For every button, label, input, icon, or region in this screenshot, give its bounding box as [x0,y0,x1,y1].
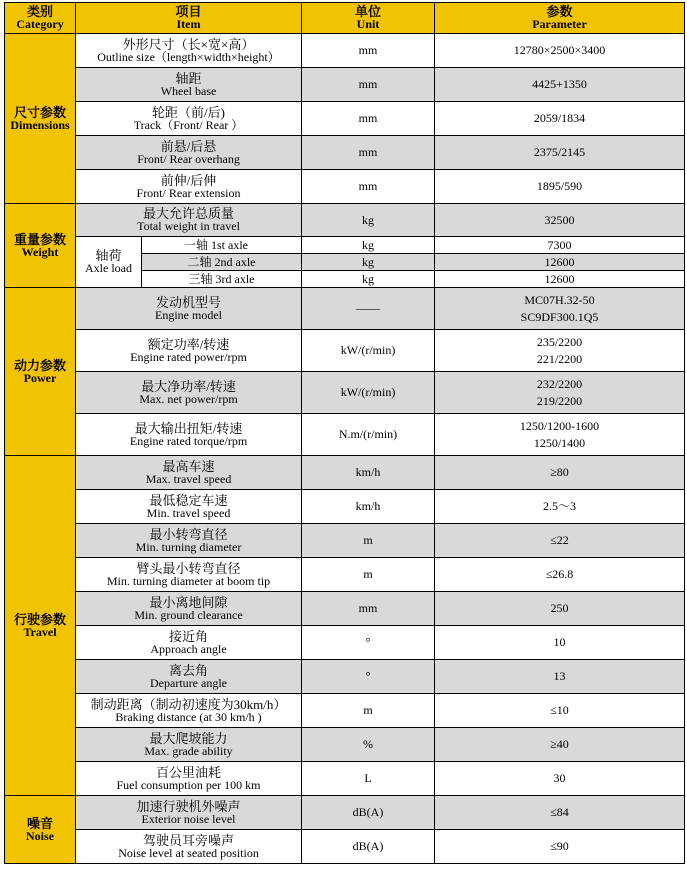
unit-cell: kW/(r/min) [302,372,435,414]
header-item: 项目 Item [76,3,302,34]
table-row [5,237,685,254]
unit-cell: kg [302,237,435,254]
value-cell: 10 [435,626,685,660]
category-noise: 噪音 Noise [5,796,76,864]
axle-load-label: 轴荷 Axle load [76,237,142,288]
item-cell: 最大净功率/转速 Max. net power/rpm [76,372,302,414]
item-cell: 驾驶员耳旁噪声 Noise level at seated position [76,830,302,864]
unit-cell: ° [302,660,435,694]
table-row [5,796,685,830]
value-cell: ≤84 [435,796,685,830]
table-row [5,762,685,796]
table-row [5,626,685,660]
value-cell: 1250/1200-1600 1250/1400 [435,414,685,456]
value-cell: 32500 [435,204,685,237]
table-row [5,288,685,330]
value-cell: 250 [435,592,685,626]
value-cell: ≤22 [435,524,685,558]
item-cell: 额定功率/转速 Engine rated power/rpm [76,330,302,372]
item-cell: 最高车速 Max. travel speed [76,456,302,490]
value-cell: ≥40 [435,728,685,762]
unit-cell: mm [302,136,435,170]
table-row [5,524,685,558]
item-cell: 接近角 Approach angle [76,626,302,660]
value-cell: 12600 [435,271,685,288]
item-cell: 发动机型号 Engine model [76,288,302,330]
value-cell: 1895/590 [435,170,685,204]
value-cell: 2059/1834 [435,102,685,136]
item-cell: 最大允许总质量 Total weight in travel [76,204,302,237]
table-row [5,34,685,68]
table-row [5,68,685,102]
table-row [5,490,685,524]
unit-cell: % [302,728,435,762]
value-cell: ≤10 [435,694,685,728]
value-cell: 2375/2145 [435,136,685,170]
value-cell: 2.5～3 [435,490,685,524]
item-cell: 离去角 Departure angle [76,660,302,694]
header-unit: 单位 Unit [302,3,435,34]
item-cell: 臂头最小转弯直径 Min. turning diameter at boom tip [76,558,302,592]
item-cell: 加速行驶机外噪声 Exterior noise level [76,796,302,830]
table-row [5,170,685,204]
table-row [5,456,685,490]
item-cell: 最大输出扭矩/转速 Engine rated torque/rpm [76,414,302,456]
unit-cell: dB(A) [302,796,435,830]
table-row [5,204,685,237]
table-row [5,592,685,626]
table-row [5,558,685,592]
unit-cell: kg [302,204,435,237]
unit-cell: mm [302,102,435,136]
value-cell: 30 [435,762,685,796]
table-row [5,830,685,864]
item-cell: 最大爬坡能力 Max. grade ability [76,728,302,762]
header-category: 类别 Category [5,3,76,34]
table-row [5,372,685,414]
axle-1-label: 一轴 1st axle [142,237,302,254]
unit-cell: kW/(r/min) [302,330,435,372]
value-cell: 232/2200 219/2200 [435,372,685,414]
spec-table [4,2,685,864]
table-row [5,694,685,728]
item-cell: 前伸/后伸 Front/ Rear extension [76,170,302,204]
unit-cell: L [302,762,435,796]
item-cell: 最小离地间隙 Min. ground clearance [76,592,302,626]
unit-cell: m [302,558,435,592]
value-cell: 13 [435,660,685,694]
table-row [5,728,685,762]
category-travel: 行驶参数 Travel [5,456,76,796]
unit-cell: —— [302,288,435,330]
value-cell: 7300 [435,237,685,254]
value-cell: MC07H.32-50 SC9DF300.1Q5 [435,288,685,330]
unit-cell: ° [302,626,435,660]
value-cell: 12780×2500×3400 [435,34,685,68]
item-cell: 百公里油耗 Fuel consumption per 100 km [76,762,302,796]
unit-cell: dB(A) [302,830,435,864]
item-cell: 轴距 Wheel base [76,68,302,102]
item-cell: 前悬/后悬 Front/ Rear overhang [76,136,302,170]
item-cell: 轮距（前/后) Track（Front/ Rear ） [76,102,302,136]
unit-cell: kg [302,254,435,271]
unit-cell: m [302,694,435,728]
unit-cell: m [302,524,435,558]
axle-3-label: 三轴 3rd axle [142,271,302,288]
category-dimensions: 尺寸参数 Dimensions [5,34,76,204]
unit-cell: N.m/(r/min) [302,414,435,456]
table-row [5,102,685,136]
item-cell: 外形尺寸（长×宽×高） Outline size（length×width×height） [76,34,302,68]
unit-cell: km/h [302,490,435,524]
item-cell: 制动距离（制动初速度为30km/h） Braking distance (at 30 km/h ) [76,694,302,728]
value-cell: ≥80 [435,456,685,490]
value-cell: 4425+1350 [435,68,685,102]
unit-cell: mm [302,34,435,68]
unit-cell: kg [302,271,435,288]
category-weight: 重量参数 Weight [5,204,76,288]
unit-cell: mm [302,592,435,626]
axle-2-label: 二轴 2nd axle [142,254,302,271]
unit-cell: km/h [302,456,435,490]
value-cell: 12600 [435,254,685,271]
value-cell: ≤26.8 [435,558,685,592]
table-row [5,414,685,456]
category-power: 动力参数 Power [5,288,76,456]
value-cell: 235/2200 221/2200 [435,330,685,372]
header-row [5,3,685,34]
item-cell: 最小转弯直径 Min. turning diameter [76,524,302,558]
table-row [5,660,685,694]
value-cell: ≤90 [435,830,685,864]
header-parameter: 参数 Parameter [435,3,685,34]
unit-cell: mm [302,170,435,204]
unit-cell: mm [302,68,435,102]
item-cell: 最低稳定车速 Min. travel speed [76,490,302,524]
table-row [5,330,685,372]
table-row [5,136,685,170]
